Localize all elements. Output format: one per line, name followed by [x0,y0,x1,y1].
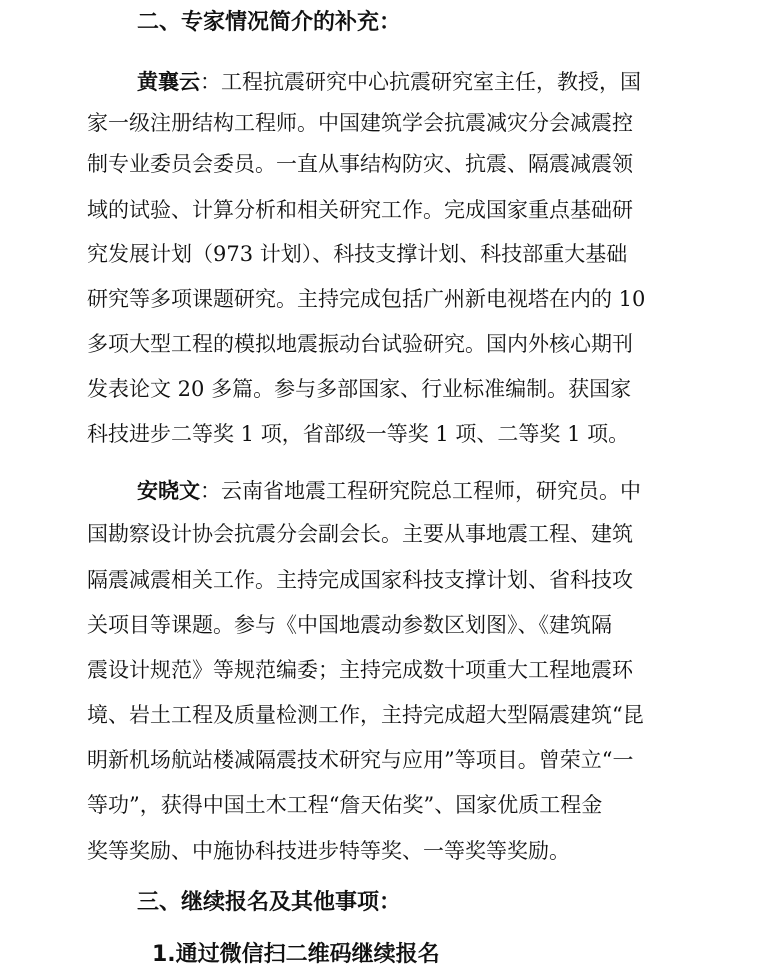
expert-2-name: 安晓文 [137,479,200,503]
expert-1-separator: ： [200,70,221,94]
expert-1-name: 黄襄云 [137,70,200,94]
expert-2-line-6: 境、岩土工程及质量检测工作，主持完成超大型隔震建筑“昆 [87,703,644,727]
expert-1-line-8: 发表论文 20 多篇。参与多部国家、行业标准编制。获国家 [87,377,632,401]
expert-1-line-7: 多项大型工程的模拟地震振动台试验研究。国内外核心期刊 [87,332,633,356]
expert-2-line-7: 明新机场航站楼减隔震技术研究与应用”等项目。曾荣立“一 [87,748,634,772]
expert-2-line-3: 隔震减震相关工作。主持完成国家科技支撑计划、省科技攻 [87,568,633,592]
expert-1-line-3: 制专业委员会委员。一直从事结构防灾、抗震、隔震减震领 [87,152,633,176]
expert-2-line-5: 震设计规范》等规范编委；主持完成数十项重大工程地震环 [87,658,633,682]
expert-2-line-9: 奖等奖励、中施协科技进步特等奖、一等奖等奖励。 [87,839,570,863]
section-2-heading: 二、专家情况简介的补充： [137,10,402,35]
expert-1-line-4: 域的试验、计算分析和相关研究工作。完成国家重点基础研 [87,198,633,222]
expert-2-line-4: 关项目等课题。参与《中国地震动参数区划图》、《建筑隔 [87,613,612,637]
expert-1-line-1: 工程抗震研究中心抗震研究室主任，教授，国 [221,70,641,94]
expert-2-first-line [137,481,737,502]
expert-1-line-2: 家一级注册结构工程师。中国建筑学会抗震减灾分会减震控 [87,111,633,135]
expert-2-line-1: 云南省地震工程研究院总工程师，研究员。中 [221,479,641,503]
expert-1-first-line [137,72,737,93]
expert-1-line-9: 科技进步二等奖 1 项，省部级一等奖 1 项、二等奖 1 项。 [87,422,630,446]
section-3-heading: 三、继续报名及其他事项： [137,890,402,915]
expert-1-line-6: 研究等多项课题研究。主持完成包括广州新电视塔在内的 10 [87,287,646,311]
section-3-item-1: 1.通过微信扫二维码继续报名 [152,942,440,967]
expert-2-line-8: 等功”，获得中国土木工程“詹天佑奖”、国家优质工程金 [87,793,603,817]
expert-2-line-2: 国勘察设计协会抗震分会副会长。主要从事地震工程、建筑 [87,522,633,546]
expert-1-line-5: 究发展计划（973 计划）、科技支撑计划、科技部重大基础 [87,242,628,266]
expert-2-separator: ： [200,479,221,503]
